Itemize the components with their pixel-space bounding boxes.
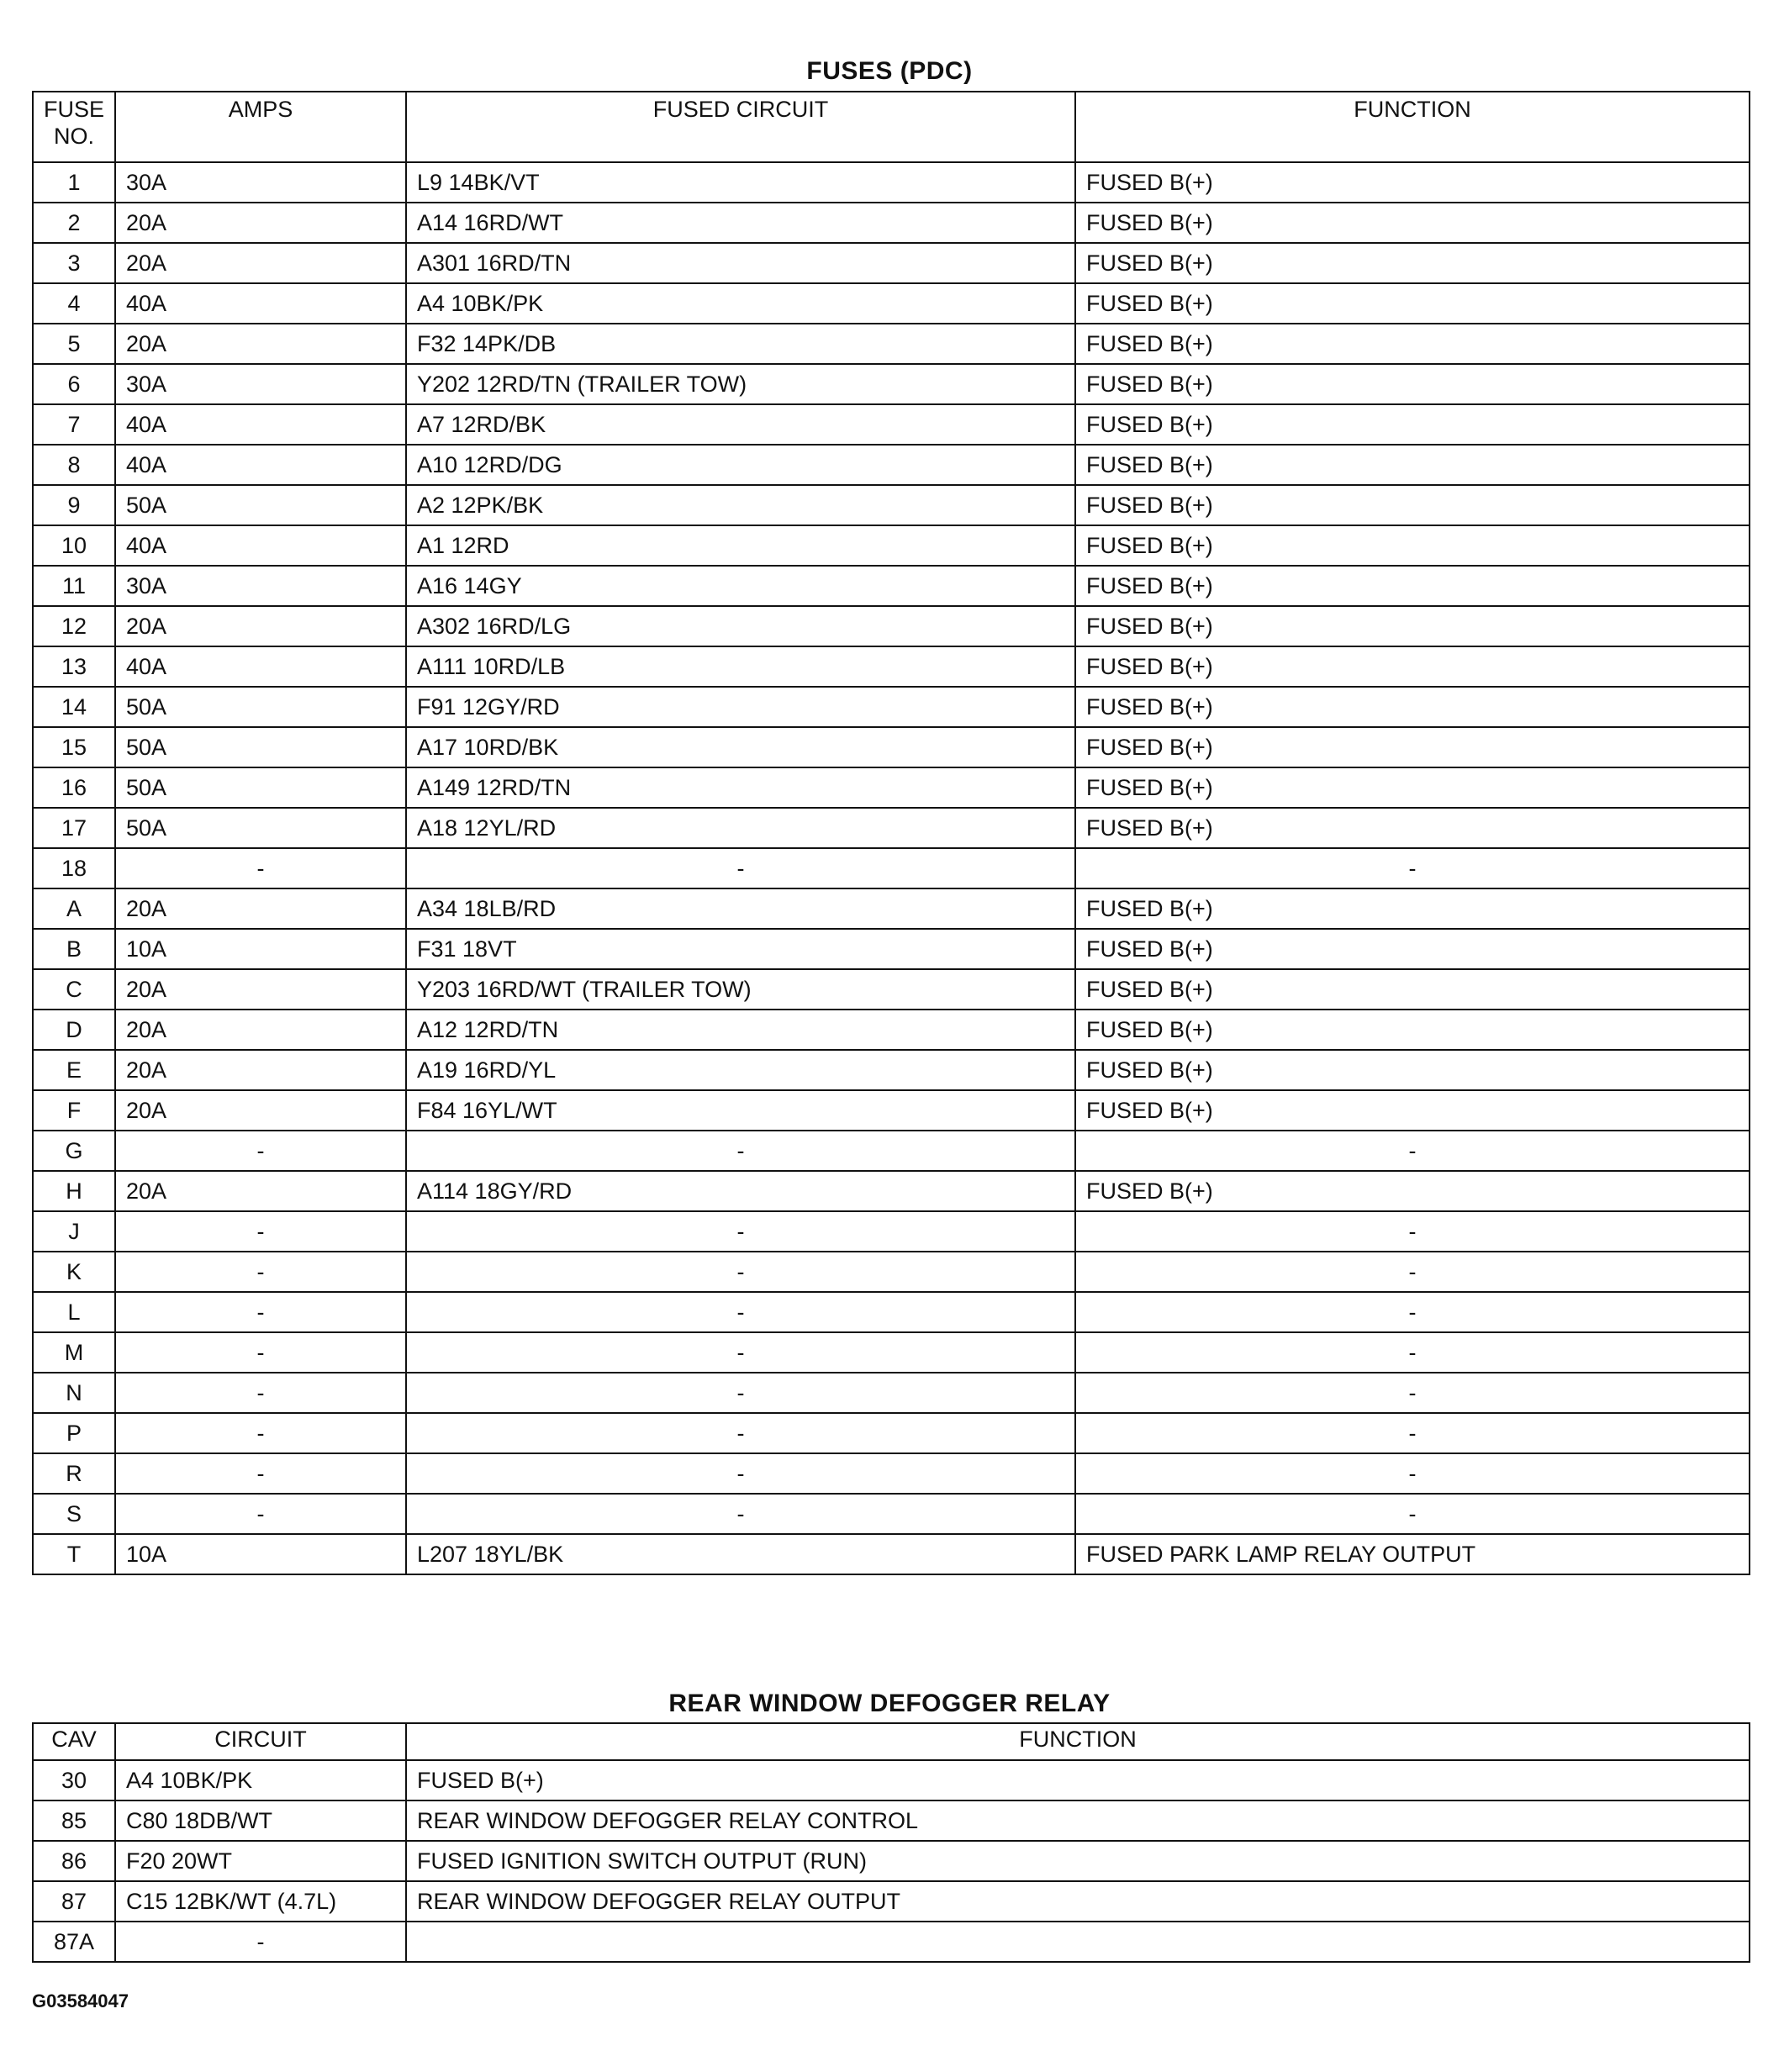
- fused-circuit-cell: A4 10BK/PK: [406, 283, 1075, 324]
- table-row: [33, 243, 1750, 283]
- fuses-table-title: FUSES (PDC): [806, 57, 973, 85]
- fused-circuit-cell: A301 16RD/TN: [406, 243, 1075, 283]
- fuse-number-cell: 10: [33, 525, 115, 566]
- table-row: [33, 324, 1750, 364]
- table-row: [33, 1211, 1750, 1252]
- fuse-number-cell: N: [33, 1373, 115, 1413]
- table-row: [33, 566, 1750, 606]
- fused-circuit-cell: A18 12YL/RD: [406, 808, 1075, 848]
- fuse-number-cell: 7: [33, 404, 115, 445]
- relay-function-header: FUNCTION: [406, 1723, 1750, 1760]
- fused-circuit-cell: L207 18YL/BK: [406, 1534, 1075, 1574]
- fuse-number-cell: 12: [33, 606, 115, 646]
- amps-cell: -: [115, 1252, 406, 1292]
- amps-cell: 50A: [115, 767, 406, 808]
- function-cell: FUSED B(+): [1075, 1171, 1750, 1211]
- amps-cell: -: [115, 1292, 406, 1332]
- table-row: [33, 808, 1750, 848]
- function-cell: FUSED B(+): [1075, 969, 1750, 1010]
- fused-circuit-cell: A114 18GY/RD: [406, 1171, 1075, 1211]
- function-cell: -: [1075, 1131, 1750, 1171]
- fuse-number-cell: 17: [33, 808, 115, 848]
- table-row: [33, 1292, 1750, 1332]
- amps-cell: 20A: [115, 243, 406, 283]
- fused-circuit-cell: F84 16YL/WT: [406, 1090, 1075, 1131]
- fuse-number-cell: 5: [33, 324, 115, 364]
- fused-circuit-cell: -: [406, 1252, 1075, 1292]
- relay-function-cell: [406, 1922, 1750, 1962]
- function-cell: -: [1075, 1494, 1750, 1534]
- function-cell: FUSED B(+): [1075, 808, 1750, 848]
- cav-cell: 86: [33, 1841, 115, 1881]
- amps-cell: -: [115, 848, 406, 888]
- table-row: [33, 283, 1750, 324]
- table-row: [33, 969, 1750, 1010]
- function-cell: FUSED B(+): [1075, 727, 1750, 767]
- fuse-number-cell: M: [33, 1332, 115, 1373]
- table-row: [33, 1494, 1750, 1534]
- amps-cell: 40A: [115, 525, 406, 566]
- fused-circuit-cell: A12 12RD/TN: [406, 1010, 1075, 1050]
- fused-circuit-cell: -: [406, 1211, 1075, 1252]
- amps-cell: 40A: [115, 445, 406, 485]
- amps-cell: 50A: [115, 485, 406, 525]
- table-row: [33, 1881, 1750, 1922]
- fused-circuit-cell: Y203 16RD/WT (TRAILER TOW): [406, 969, 1075, 1010]
- fused-circuit-cell: A34 18LB/RD: [406, 888, 1075, 929]
- table-row: [33, 1332, 1750, 1373]
- cav-cell: 30: [33, 1760, 115, 1800]
- fuses-table-body: [33, 162, 1750, 1574]
- function-cell: FUSED B(+): [1075, 1090, 1750, 1131]
- amps-cell: 10A: [115, 1534, 406, 1574]
- function-cell: -: [1075, 1211, 1750, 1252]
- amps-cell: 40A: [115, 404, 406, 445]
- fuse-number-cell: 18: [33, 848, 115, 888]
- circuit-header: CIRCUIT: [115, 1723, 406, 1760]
- fuse-number-cell: 9: [33, 485, 115, 525]
- function-cell: FUSED B(+): [1075, 324, 1750, 364]
- fused-circuit-cell: A14 16RD/WT: [406, 203, 1075, 243]
- fuse-number-cell: 15: [33, 727, 115, 767]
- fuse-number-cell: 13: [33, 646, 115, 687]
- relay-function-cell: FUSED IGNITION SWITCH OUTPUT (RUN): [406, 1841, 1750, 1881]
- fuse-number-cell: 16: [33, 767, 115, 808]
- function-cell: -: [1075, 1292, 1750, 1332]
- table-row: [33, 1171, 1750, 1211]
- fused-circuit-header: FUSED CIRCUIT: [406, 92, 1075, 162]
- function-cell: FUSED B(+): [1075, 485, 1750, 525]
- amps-cell: 10A: [115, 929, 406, 969]
- function-cell: -: [1075, 1252, 1750, 1292]
- table-row: [33, 404, 1750, 445]
- amps-cell: 50A: [115, 808, 406, 848]
- amps-cell: 40A: [115, 646, 406, 687]
- amps-cell: 20A: [115, 1171, 406, 1211]
- fuse-number-cell: 4: [33, 283, 115, 324]
- fuse-number-cell: T: [33, 1534, 115, 1574]
- fused-circuit-cell: -: [406, 1292, 1075, 1332]
- fuse-number-cell: E: [33, 1050, 115, 1090]
- circuit-cell: A4 10BK/PK: [115, 1760, 406, 1800]
- amps-cell: 50A: [115, 727, 406, 767]
- relay-header-row: [33, 1723, 1750, 1760]
- fused-circuit-cell: A2 12PK/BK: [406, 485, 1075, 525]
- table-row: [33, 1841, 1750, 1881]
- function-cell: FUSED B(+): [1075, 1010, 1750, 1050]
- circuit-cell: C15 12BK/WT (4.7L): [115, 1881, 406, 1922]
- relay-table-body: [33, 1760, 1750, 1962]
- fused-circuit-cell: A19 16RD/YL: [406, 1050, 1075, 1090]
- fuse-number-cell: A: [33, 888, 115, 929]
- function-cell: -: [1075, 848, 1750, 888]
- circuit-cell: F20 20WT: [115, 1841, 406, 1881]
- fused-circuit-cell: A16 14GY: [406, 566, 1075, 606]
- table-row: [33, 687, 1750, 727]
- table-row: [33, 203, 1750, 243]
- fused-circuit-cell: A1 12RD: [406, 525, 1075, 566]
- amps-cell: 20A: [115, 203, 406, 243]
- fused-circuit-cell: A7 12RD/BK: [406, 404, 1075, 445]
- amps-cell: -: [115, 1413, 406, 1453]
- relay-function-cell: REAR WINDOW DEFOGGER RELAY OUTPUT: [406, 1881, 1750, 1922]
- table-row: [33, 1413, 1750, 1453]
- fuse-number-cell: H: [33, 1171, 115, 1211]
- relay-function-cell: REAR WINDOW DEFOGGER RELAY CONTROL: [406, 1800, 1750, 1841]
- function-cell: -: [1075, 1453, 1750, 1494]
- function-cell: FUSED B(+): [1075, 445, 1750, 485]
- table-row: [33, 646, 1750, 687]
- fuse-number-cell: 8: [33, 445, 115, 485]
- circuit-cell: -: [115, 1922, 406, 1962]
- fuse-number-cell: S: [33, 1494, 115, 1534]
- function-cell: FUSED B(+): [1075, 162, 1750, 203]
- table-row: [33, 888, 1750, 929]
- table-row: [33, 848, 1750, 888]
- amps-cell: 50A: [115, 687, 406, 727]
- amps-cell: 20A: [115, 1010, 406, 1050]
- table-row: [33, 1010, 1750, 1050]
- function-cell: FUSED B(+): [1075, 888, 1750, 929]
- fuse-number-cell: 2: [33, 203, 115, 243]
- fused-circuit-cell: A149 12RD/TN: [406, 767, 1075, 808]
- cav-cell: 85: [33, 1800, 115, 1841]
- amps-cell: 40A: [115, 283, 406, 324]
- function-cell: -: [1075, 1332, 1750, 1373]
- table-row: [33, 1090, 1750, 1131]
- relay-function-cell: FUSED B(+): [406, 1760, 1750, 1800]
- fused-circuit-cell: -: [406, 1373, 1075, 1413]
- amps-header: AMPS: [115, 92, 406, 162]
- function-cell: -: [1075, 1373, 1750, 1413]
- circuit-cell: C80 18DB/WT: [115, 1800, 406, 1841]
- fuse-number-cell: K: [33, 1252, 115, 1292]
- figure-id: G03584047: [32, 1990, 129, 2011]
- function-cell: FUSED B(+): [1075, 687, 1750, 727]
- cav-cell: 87A: [33, 1922, 115, 1962]
- amps-cell: 20A: [115, 1090, 406, 1131]
- table-row: [33, 767, 1750, 808]
- table-row: [33, 445, 1750, 485]
- amps-cell: 20A: [115, 606, 406, 646]
- amps-cell: -: [115, 1373, 406, 1413]
- fuse-number-cell: 11: [33, 566, 115, 606]
- fused-circuit-cell: A17 10RD/BK: [406, 727, 1075, 767]
- table-row: [33, 1131, 1750, 1171]
- amps-cell: 30A: [115, 566, 406, 606]
- table-row: [33, 364, 1750, 404]
- fused-circuit-cell: A111 10RD/LB: [406, 646, 1075, 687]
- amps-cell: 30A: [115, 162, 406, 203]
- table-row: [33, 1800, 1750, 1841]
- fuse-number-cell: 14: [33, 687, 115, 727]
- amps-cell: 30A: [115, 364, 406, 404]
- function-header: FUNCTION: [1075, 92, 1750, 162]
- fuse-number-cell: B: [33, 929, 115, 969]
- fused-circuit-cell: A10 12RD/DG: [406, 445, 1075, 485]
- fused-circuit-cell: -: [406, 848, 1075, 888]
- fuse-number-cell: D: [33, 1010, 115, 1050]
- table-row: [33, 1373, 1750, 1413]
- function-cell: FUSED B(+): [1075, 767, 1750, 808]
- table-row: [33, 606, 1750, 646]
- fuse-number-cell: P: [33, 1413, 115, 1453]
- fused-circuit-cell: L9 14BK/VT: [406, 162, 1075, 203]
- fuse-no-header: FUSE NO.: [33, 92, 115, 162]
- fuse-number-cell: R: [33, 1453, 115, 1494]
- table-row: [33, 485, 1750, 525]
- fuse-number-cell: L: [33, 1292, 115, 1332]
- table-row: [33, 727, 1750, 767]
- amps-cell: -: [115, 1453, 406, 1494]
- fused-circuit-cell: -: [406, 1494, 1075, 1534]
- amps-cell: 20A: [115, 969, 406, 1010]
- amps-cell: -: [115, 1211, 406, 1252]
- function-cell: FUSED B(+): [1075, 203, 1750, 243]
- function-cell: FUSED B(+): [1075, 929, 1750, 969]
- fuse-number-cell: 3: [33, 243, 115, 283]
- function-cell: FUSED B(+): [1075, 646, 1750, 687]
- table-row: [33, 1050, 1750, 1090]
- fused-circuit-cell: F31 18VT: [406, 929, 1075, 969]
- fused-circuit-cell: -: [406, 1332, 1075, 1373]
- fuse-number-cell: 1: [33, 162, 115, 203]
- function-cell: FUSED B(+): [1075, 364, 1750, 404]
- function-cell: FUSED PARK LAMP RELAY OUTPUT: [1075, 1534, 1750, 1574]
- function-cell: FUSED B(+): [1075, 404, 1750, 445]
- amps-cell: -: [115, 1494, 406, 1534]
- amps-cell: -: [115, 1131, 406, 1171]
- fuse-number-cell: 6: [33, 364, 115, 404]
- fused-circuit-cell: Y202 12RD/TN (TRAILER TOW): [406, 364, 1075, 404]
- relay-table: [32, 1722, 1750, 1963]
- table-row: [33, 1252, 1750, 1292]
- fused-circuit-cell: F91 12GY/RD: [406, 687, 1075, 727]
- table-row: [33, 1760, 1750, 1800]
- fused-circuit-cell: -: [406, 1131, 1075, 1171]
- fuse-number-cell: F: [33, 1090, 115, 1131]
- function-cell: FUSED B(+): [1075, 283, 1750, 324]
- function-cell: FUSED B(+): [1075, 525, 1750, 566]
- table-row: [33, 1534, 1750, 1574]
- fuses-table: [32, 91, 1750, 1575]
- fused-circuit-cell: -: [406, 1413, 1075, 1453]
- fuse-number-cell: J: [33, 1211, 115, 1252]
- table-row: [33, 1922, 1750, 1962]
- amps-cell: 20A: [115, 324, 406, 364]
- function-cell: FUSED B(+): [1075, 1050, 1750, 1090]
- fuses-header-row: [33, 92, 1750, 162]
- function-cell: FUSED B(+): [1075, 243, 1750, 283]
- function-cell: FUSED B(+): [1075, 606, 1750, 646]
- fused-circuit-cell: -: [406, 1453, 1075, 1494]
- amps-cell: 20A: [115, 888, 406, 929]
- table-row: [33, 525, 1750, 566]
- table-row: [33, 162, 1750, 203]
- relay-table-title: REAR WINDOW DEFOGGER RELAY: [668, 1690, 1111, 1717]
- cav-cell: 87: [33, 1881, 115, 1922]
- amps-cell: 20A: [115, 1050, 406, 1090]
- fuse-number-cell: G: [33, 1131, 115, 1171]
- table-row: [33, 929, 1750, 969]
- cav-header: CAV: [33, 1723, 115, 1760]
- table-row: [33, 1453, 1750, 1494]
- fused-circuit-cell: F32 14PK/DB: [406, 324, 1075, 364]
- function-cell: -: [1075, 1413, 1750, 1453]
- amps-cell: -: [115, 1332, 406, 1373]
- function-cell: FUSED B(+): [1075, 566, 1750, 606]
- fused-circuit-cell: A302 16RD/LG: [406, 606, 1075, 646]
- fuse-number-cell: C: [33, 969, 115, 1010]
